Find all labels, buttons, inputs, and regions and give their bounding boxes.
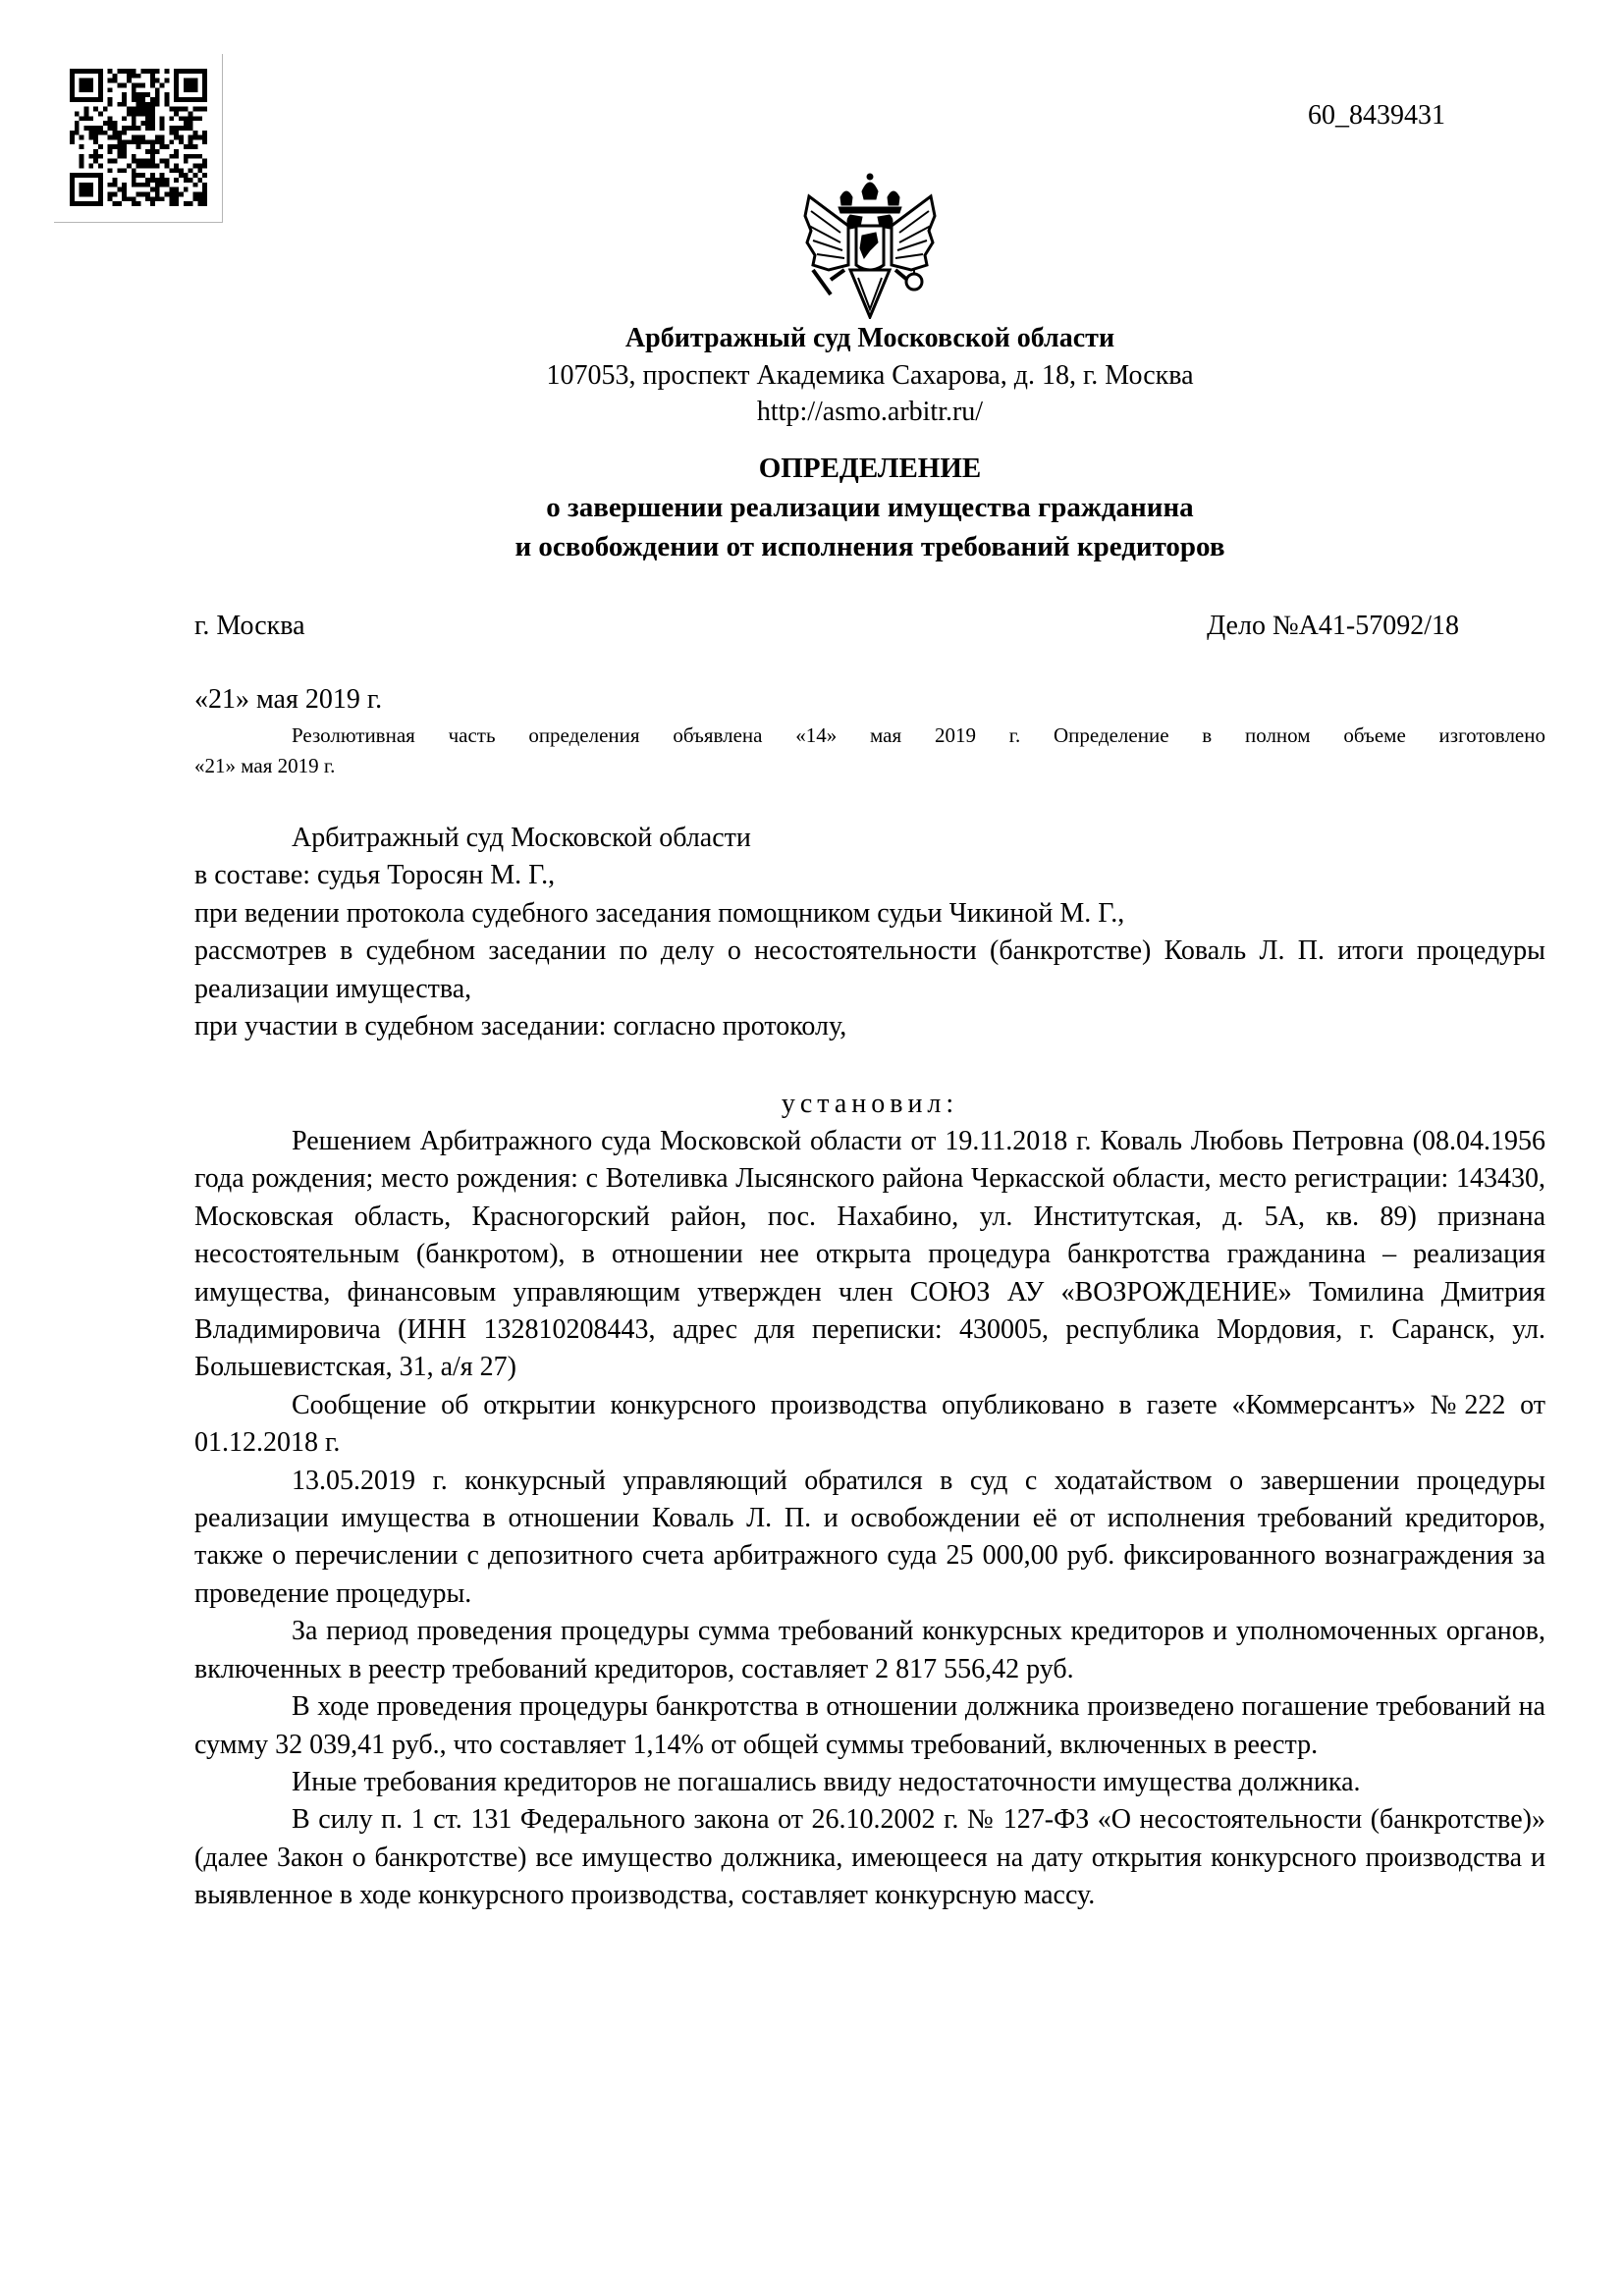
intro-court: Арбитражный суд Московской области xyxy=(292,823,751,853)
qr-frame-border xyxy=(222,54,223,223)
place-case-row xyxy=(194,609,1459,644)
resolution-note-line1: Резолютивная часть определения объявлена «14» мая 2019 г. Определение в полном объеме изготовлено xyxy=(292,723,1545,747)
intro-composition: в составе: судья Торосян М. Г., xyxy=(194,860,556,891)
paragraph: 13.05.2019 г. конкурсный управляющий обратился в суд с ходатайством о завершении процедуры реализации имущества в отношении Коваль Л. П. и освобождении её от исполнения требований кредиторов, также о перечислении с депозитного счета арбитражного суда 25 000,00 руб. фиксированного вознаграждения за проведение процедуры. xyxy=(194,1465,1545,1609)
case-number: Дело №А41-57092/18 xyxy=(1207,611,1459,641)
court-address: 107053, проспект Академика Сахарова, д. 18, г. Москва xyxy=(546,360,1194,391)
resolution-note-line2: «21» мая 2019 г. xyxy=(194,754,336,777)
russian-coat-of-arms-icon xyxy=(801,172,939,319)
intro-considered: рассмотрев в судебном заседании по делу о несостоятельности (банкротстве) Коваль Л. П. итоги процедуры реализации имущества, xyxy=(194,935,1545,1004)
court-website: http://asmo.arbitr.ru/ xyxy=(756,397,984,427)
paragraph: Иные требования кредиторов не погашались ввиду недостаточности имущества должника. xyxy=(292,1766,1361,1797)
document-id: 60_8439431 xyxy=(1308,100,1445,131)
decision-date: «21» мая 2019 г. xyxy=(194,684,383,715)
intro-participants: при участии в судебном заседании: согласно протоколу, xyxy=(194,1011,847,1042)
paragraph: В силу п. 1 ст. 131 Федерального закона от 26.10.2002 г. № 127-ФЗ «О несостоятельности (банкротстве)» (далее Закон о банкротстве) все имущество должника, имеющееся на дату открытия конкурсного производства и выявленное в ходе конкурсного производства, составляет конкурсную массу. xyxy=(194,1804,1545,1911)
document-subtitle-line2: и освобождении от исполнения требований кредиторов xyxy=(514,531,1225,562)
resolution-note xyxy=(194,721,1545,781)
qr-frame-border xyxy=(54,222,223,223)
established-heading: установил: xyxy=(781,1089,959,1119)
intro-protocol: при ведении протокола судебного заседания помощником судьи Чикиной М. Г., xyxy=(194,897,1125,929)
paragraph: Решением Арбитражного суда Московской области от 19.11.2018 г. Коваль Любовь Петровна (08.04.1956 года рождения; место рождения: с Вотеливка Лысянского района Черкасской области, место регистрации: 143430, Московская область, Красногорский район, пос. Нахабино, ул. Институтская, д. 5А, кв. 89) признана несостоятельным (банкротом), в отношении нее открыта процедура банкротства гражданина – реализация имущества, финансовым управляющим утвержден член СОЮЗ АУ «ВОЗРОЖДЕНИЕ» Томилина Дмитрия Владимировича (ИНН 132810208443, адрес для переписки: 430005, республика Мордовия, г. Саранск, ул. Большевистская, 31, а/я 27) xyxy=(194,1126,1545,1383)
document-subtitle-line1: о завершении реализации имущества гражданина xyxy=(546,492,1194,523)
paragraph: За период проведения процедуры сумма требований конкурсных кредиторов и уполномоченных органов, включенных в реестр требований кредиторов, составляет 2 817 556,42 руб. xyxy=(194,1616,1545,1684)
court-name: Арбитражный суд Московской области xyxy=(624,323,1115,353)
qr-code-icon xyxy=(70,69,207,206)
intro-block xyxy=(194,820,1545,1045)
main-text xyxy=(194,1123,1545,1915)
paragraph: В ходе проведения процедуры банкротства в отношении должника произведено погашение требований на сумму 32 039,41 руб., что составляет 1,14% от общей суммы требований, включенных в реестр. xyxy=(194,1691,1545,1760)
paragraph: Сообщение об открытии конкурсного производства опубликовано в газете «Коммерсантъ» №222 от 01.12.2018 г. xyxy=(194,1389,1545,1459)
place: г. Москва xyxy=(194,611,305,641)
document-title: ОПРЕДЕЛЕНИЕ xyxy=(758,453,982,484)
